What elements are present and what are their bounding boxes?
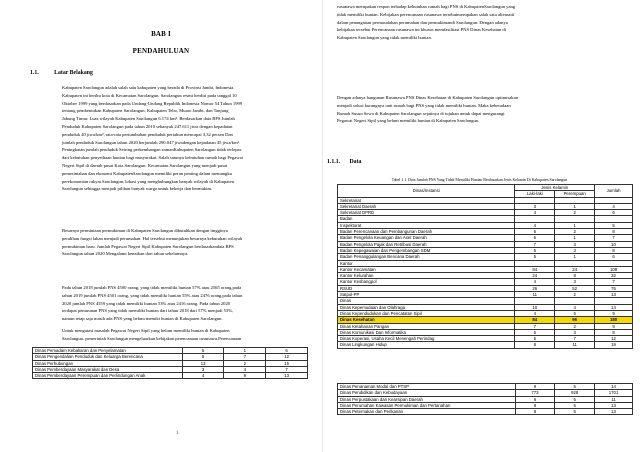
cell-female: 5: [555, 384, 595, 390]
cell-total: 13: [595, 402, 633, 408]
cell-male: 84: [515, 317, 555, 323]
chapter-title: PENDAHULUAN: [132, 47, 190, 55]
cell-male: 773: [515, 390, 555, 396]
cell-female: 7: [224, 354, 266, 360]
cell-male: 84: [515, 266, 555, 272]
cell-male: 4: [182, 373, 224, 379]
text-line: Sarolangun, pemerintah Sarolangun mengeluarkan kebijakan perencanaan rusunawa.Perencanaan: [62, 335, 242, 341]
cell-total: 8: [595, 247, 633, 253]
subsection-title: Data: [349, 159, 362, 165]
cell-total: 14: [595, 304, 633, 310]
text-line: Kabupaten Sarolangun adalah salah satu kabupaten yang berada di Provinsi Jambi, Indonesia.: [62, 85, 235, 90]
chapter-number: BAB I: [151, 30, 171, 38]
text-line: Kabupaten ini beribu kota di Kecamatan Sarolangun. Sarolangun resmi berdiri pada tanggal 10: [62, 92, 237, 98]
cell-instansi: Sekretariat Daerah: [338, 203, 515, 209]
cell-male: 8: [515, 402, 555, 408]
cell-instansi: Dinas Perpustakaan dan Kearsipan Daerah: [338, 396, 516, 402]
cell-instansi: Sekretariat DPRD: [338, 210, 515, 216]
cell-total: 13: [595, 409, 633, 415]
cell-male: 3: [515, 203, 555, 209]
cell-total: 7: [595, 235, 633, 241]
cell-male: 5: [182, 354, 224, 360]
cell-instansi: Sekretariat: [338, 197, 515, 203]
cell-total: 12: [266, 354, 308, 360]
text-line: penduduk 40 jiwa/km², rata-rata pertumbuhan penduduk pertahun mencapai 3,32 persen Dan: [62, 131, 233, 137]
cell-male: 9: [515, 384, 555, 390]
cell-female: 5: [555, 409, 595, 415]
cell-instansi: Dinas Pemberdayaan Perempuan dan Perlindungan Anak: [33, 373, 183, 379]
cell-instansi: Badan Penanggulangan Bencana Daerah: [338, 254, 515, 260]
text-line: kebijakan tersebut Perencanaan rusunawa ini khusus memfasilitasi PNS Dinas Kesehatan di: [337, 27, 506, 33]
cell-male: 11: [515, 292, 555, 298]
text-line: perekonomian rakyat Sarolangun, lokasi yang menghubungkan banyak wilayah di Kabupaten: [62, 178, 234, 184]
cell-total: 32: [595, 273, 633, 279]
text-line: Pegawai Negeri Sipil yang belum memiliki hunian di Kabupaten Sarolangun.: [337, 118, 480, 124]
text-line: Untuk mengatasi masalah Pegawai Negeri Sipil yang belum memiliki hunian di Kabupaten: [62, 328, 230, 333]
cell-total: 9: [595, 310, 633, 316]
cell-total: 11: [595, 396, 633, 402]
text-line: Rumah Susun Sewa di Kabupaten Sarolangun sejatinya di tujukan untuk dapat mengurangi: [337, 110, 505, 116]
cell-female: 96: [555, 317, 595, 323]
cell-instansi: Dinas Pemadam Kebakaran dan Penyelamatan: [33, 348, 183, 354]
text-line: jumlah penduduk Sarolangun tahun 2020 berjumlah 290.047 jiwadengan kepadatan 45 jiwa/km².: [62, 139, 241, 145]
cell-instansi: Dinas Kepemudaan dan Olahraga: [338, 304, 515, 310]
text-line: Oktober 1999 yang berdasarkan pada Undang-Undang Republik Indonesia Nomor 54 Tahun 1999: [62, 100, 243, 106]
cell-total: 13: [266, 373, 308, 379]
cell-female: 3: [555, 247, 595, 253]
text-line: dari kebutuhan penyediaan hunian bagi masyarakat. Salah satunya kebutuhan rumah bagi Pegawai: [62, 155, 243, 161]
cell-female: 2: [555, 292, 595, 298]
cell-female: 24: [555, 266, 595, 272]
cell-female: 5: [555, 402, 595, 408]
table-row: [33, 373, 308, 379]
paragraph-policy: [62, 327, 307, 343]
cell-instansi: Inspektorat: [338, 222, 515, 228]
cell-instansi: Kantor: [338, 260, 515, 266]
cell-instansi: Badan: [338, 216, 515, 222]
cell-male: 7: [515, 323, 555, 329]
cell-female: 3: [555, 329, 595, 335]
cell-male: 6: [515, 396, 555, 402]
cell-instansi: Dinas Pengendalian Penduduk dan Keluarga Berencana: [33, 354, 183, 360]
cell-female: 4: [555, 304, 595, 310]
table-row: [338, 409, 633, 415]
section-title: Latar Belakang: [54, 70, 93, 76]
cell-instansi: Dinas: [338, 298, 515, 304]
cell-male: 7: [515, 241, 555, 247]
cell-total: 12: [595, 336, 633, 342]
cell-male: 4: [515, 279, 555, 285]
table-row: [338, 342, 633, 348]
cell-male: 6: [515, 229, 555, 235]
cell-total: 7: [266, 366, 308, 372]
cell-female: 9: [224, 373, 266, 379]
cell-total: 6: [595, 254, 633, 260]
paragraph-rusunawa-response: [337, 3, 617, 42]
cell-instansi: Dinas Kesehatan: [338, 317, 515, 323]
cell-total: 19: [595, 342, 633, 348]
cell-male: 26: [515, 285, 555, 291]
paragraph-pns-stats: [62, 284, 307, 323]
pns-housing-table: [337, 184, 633, 349]
cell-female: 2: [224, 360, 266, 366]
cell-female: 3: [555, 279, 595, 285]
cell-instansi: Dinas Kependudukan dan Pencatatan Sipil: [338, 310, 515, 316]
cell-total: 5: [595, 222, 633, 228]
text-line: Kabupaten Sarolangun yang tidak memiliki hunian.: [337, 35, 432, 41]
text-line: tentang pembentukan Kabupaten Sarolangun, Kabupaten Tebo, Muaro Jambi, dan Tanjung: [62, 108, 229, 114]
header-male: Laki-laki: [515, 191, 555, 197]
cell-instansi: Badan Pengelola Pajak dan Retribusi Daerah: [338, 241, 515, 247]
cell-instansi: Dinas Perumahan Kawasan Permukiman dan Pertanahan: [338, 402, 516, 408]
cell-female: 7: [555, 336, 595, 342]
cell-instansi: Dinas Penanaman Modal dan PTSP: [338, 384, 516, 390]
cell-total: 7: [595, 279, 633, 285]
paragraph-background: [62, 84, 307, 193]
text-line: terdapat penurunan PNS yang tidak memiliki hunian dari tahun 2018 dari 57% menjadi 53%,: [62, 308, 234, 314]
cell-total: 14: [595, 384, 633, 390]
cell-total: 6: [595, 210, 633, 216]
text-line: dalam penanganan permasalahan perumahan dan permukimandi Sarolangun. Dengan adanya: [337, 19, 508, 25]
cell-instansi: Dinas Ketahanan Pangan: [338, 323, 515, 329]
subsection-heading: [327, 159, 361, 165]
cell-male: 8: [515, 409, 555, 415]
cell-instansi: Badan Pengelola Keuangan dan Aset Daerah: [338, 235, 515, 241]
cell-female: 8: [555, 273, 595, 279]
text-line: Sarolangun sehingga menjadi pilihan banyak warga untuk bekerja dan bermukim.: [62, 186, 213, 192]
cell-total: 8: [595, 329, 633, 335]
cell-male: 5: [515, 247, 555, 253]
cell-male: 10: [515, 304, 555, 310]
text-line: Negeri Sipil di daerah pusat Kota Sarolangun. Kecamatan Sarolangun yang menjadi pusat: [62, 162, 228, 168]
cell-instansi: Dinas Komunikasi Dan Informatika: [338, 329, 515, 335]
header-total: Jumlah: [595, 185, 633, 198]
paragraph-rusunawa-solution: [337, 94, 617, 125]
subsection-number: 1.1.1.: [327, 159, 341, 165]
cell-female: 1: [224, 348, 266, 354]
text-line: Dengan adanya bangunan Rusunawa PNS Dinas Kesehatan di Kabupaten Sarolangun optimisakan: [337, 95, 518, 100]
cell-female: 5: [555, 396, 595, 402]
cell-female: 11: [555, 342, 595, 348]
cell-male: 5: [515, 329, 555, 335]
text-line: rusunawa merupakan respon terhadap kebutuhan rumah bagi PNS di KabupatenSarolangun yang: [337, 4, 516, 9]
cell-male: 8: [515, 342, 555, 348]
cell-female: 2: [555, 323, 595, 329]
cell-female: 5: [555, 310, 595, 316]
cell-instansi: RSUD: [338, 285, 515, 291]
cell-total: 4: [595, 203, 633, 209]
cell-instansi: Satpol-PP: [338, 292, 515, 298]
cell-total: 6: [266, 348, 308, 354]
cell-instansi: Dinas Peternakan dan Perikanan: [338, 409, 516, 415]
cell-instansi: Dinas Pendidikan dan Kebudayaan: [338, 390, 516, 396]
text-line: permukiman baru. Jumlah Pegawai Negeri Sipil Kabupaten Sarolangun berdasarkandata BPS: [62, 243, 234, 249]
cell-female: 2: [555, 210, 595, 216]
cell-total: 13: [595, 292, 633, 298]
cell-male: 5: [182, 348, 224, 354]
cell-instansi: Badan Perencanaan dan Pembangunan Daerah: [338, 229, 515, 235]
cell-male: 13: [182, 360, 224, 366]
cell-male: 5: [515, 336, 555, 342]
cell-male: 5: [515, 254, 555, 260]
cell-female: 928: [555, 390, 595, 396]
cell-total: 108: [595, 266, 633, 272]
pns-table-continued: [32, 347, 308, 379]
cell-male: 4: [515, 210, 555, 216]
cell-total: 15: [266, 360, 308, 366]
cell-female: 52: [555, 285, 595, 291]
header-gender-group: Jenis Kelamin: [515, 185, 595, 191]
text-line: 2020 jumlah PNS 4559 yang tidak memiliki hunian 53% atau 2416 orang. Pada tahun 2020: [62, 300, 231, 306]
table-caption: Tabel 1.1. Data Jumlah PNS Yang Tidak Memiliki Hunian Berdasarkan Jenis Kelamin Di Kabupaten Sarolangun: [391, 178, 568, 182]
cell-instansi: Dinas Perhubungan: [33, 360, 183, 366]
section-number: 1.1.: [30, 70, 39, 76]
section-heading: [30, 70, 93, 76]
text-line: Pada tahun 2018 jumlah PNS 4500 orang, yang tidak memiliki hunian 57% atau 2565 orang,pada: [62, 285, 242, 290]
cell-instansi: Dinas Lingkungan Hidup: [338, 342, 515, 348]
text-line: Peningkatan jumlah penduduk Seiring perkembangan zamanKabupaten Sarolangun tidak terlepas: [62, 147, 242, 153]
cell-male: 24: [515, 273, 555, 279]
cell-female: 3: [555, 241, 595, 247]
cell-instansi: Kantor Kelurahan: [338, 273, 515, 279]
text-line: menjadi solusi kurangnya unit rumah bagi PNS yang tidak memiliki hunian. Maka keberadaan: [337, 102, 511, 108]
pns-housing-table-part2: [337, 383, 633, 415]
cell-total: 9: [595, 323, 633, 329]
cell-female: 1: [555, 222, 595, 228]
text-line: tidak memiliki hunian. Kebijakan perencanaan rusunawa tersebutmerupakan salah satu alternatif: [337, 11, 515, 17]
cell-total: 76: [595, 285, 633, 291]
cell-total: 180: [595, 317, 633, 323]
text-line: Penduduk Kabupaten Sarolangun pada tahun 2010 sebanyak 247.611 jiwa dengan kepadatan: [62, 123, 233, 129]
cell-instansi: Dinas Koperasi, Usaha Kecil Menengah Perindag: [338, 336, 515, 342]
right-page: [322, 0, 640, 452]
cell-instansi: Kantor Kesbangpol: [338, 279, 515, 285]
header-female: Perempuan: [555, 191, 595, 197]
cell-total: 1701: [595, 390, 633, 396]
text-line: namun tetap saja masih ada PNS yang belum memiki hunian di Kabupaten Sarolangun.: [62, 316, 223, 322]
cell-female: 4: [224, 366, 266, 372]
text-line: Jabung Timur. Luas wilayah Kabupaten Sarolangun 6.174 km². Berdasarkan data BPS Jumlah: [62, 116, 235, 122]
paragraph-demand: [62, 227, 307, 258]
text-line: Sarolangun tahun 2020 Mengalami kenaikan dari tahun sebelumnya.: [62, 251, 189, 257]
header-dinas: Dinas/Instansi: [338, 185, 515, 198]
cell-instansi: Dinas Pemberdayaan Masyarakat dan Desa: [33, 366, 183, 372]
cell-total: 8: [595, 229, 633, 235]
text-line: tahun 2019 jumlah PNS 4501 orang, yang tidak memiliki hunian 55% atau 2476 orang,pada tahun: [62, 292, 243, 298]
cell-instansi: Kantor Kecamatan: [338, 266, 515, 272]
cell-male: 4: [515, 222, 555, 228]
cell-female: 1: [555, 203, 595, 209]
cell-female: 1: [555, 235, 595, 241]
page-number: 1: [176, 430, 179, 435]
cell-male: 4: [515, 310, 555, 316]
cell-female: 1: [555, 254, 595, 260]
cell-male: 6: [515, 235, 555, 241]
text-line: Besarnya permintaan permukiman di Kabupaten Sarolangun dibutuhkan dengan tingginya: [62, 228, 228, 233]
cell-total: 10: [595, 241, 633, 247]
cell-male: 3: [182, 366, 224, 372]
text-line: peralihan fungsi lahan menjadi perumahan. Hal tersebut menunjukan besarnya kebutuhan wilayah: [62, 235, 243, 241]
cell-instansi: Badan Kepegawaian dan Pengembangan SDM: [338, 247, 515, 253]
cell-female: 2: [555, 229, 595, 235]
text-line: pemerintahan dan ekonomi KabupatenSarolangun memiliki peran penting dalam memangku: [62, 170, 232, 176]
